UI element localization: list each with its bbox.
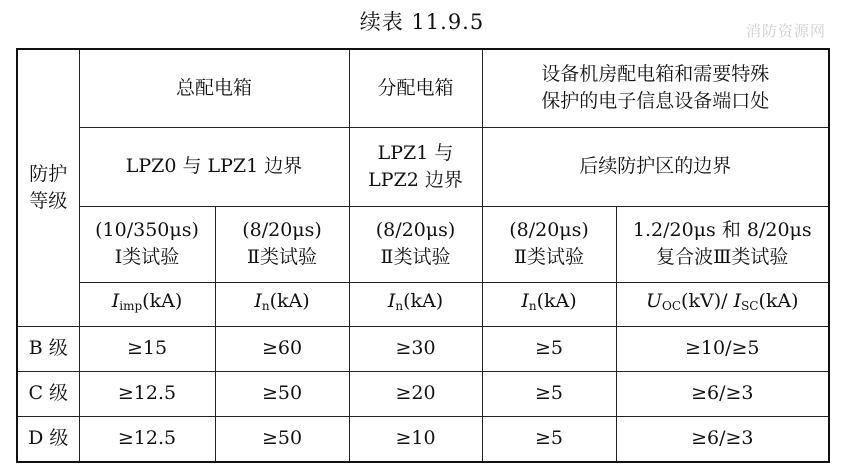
- table-caption: 续表 11.9.5: [359, 10, 485, 34]
- value-cell: ≥5: [482, 416, 616, 462]
- unit-cell: $U_{OC}(kV)/$ $I_{SC}(kA)$: [616, 282, 829, 326]
- value-cell: ≥10: [349, 416, 482, 462]
- protection-level-header: 防护 等级: [17, 49, 79, 326]
- value-cell: ≥5: [482, 371, 616, 416]
- watermark: 消防资源网: [745, 22, 826, 40]
- value-cell: ≥15: [79, 326, 215, 371]
- level-cell: B 级: [17, 326, 79, 371]
- spd-table: [16, 48, 830, 463]
- value-cell: ≥50: [215, 371, 349, 416]
- unit-cell: $I_n(kA)$: [215, 282, 349, 326]
- header-row-zones: [17, 127, 829, 206]
- value-cell: ≥10/≥5: [616, 326, 829, 371]
- value-cell: ≥12.5: [79, 371, 215, 416]
- header-equip-box: 设备机房配电箱和需要特殊 保护的电子信息设备端口处: [482, 49, 829, 127]
- test-cell: (8/20μs) Ⅱ类试验: [482, 206, 616, 282]
- test-cell: (8/20μs) Ⅱ类试验: [349, 206, 482, 282]
- zone-sub: LPZ1 与 LPZ2 边界: [349, 127, 482, 206]
- header-main-box: 总配电箱: [79, 49, 349, 127]
- unit-cell: $I_n(kA)$: [482, 282, 616, 326]
- header-row-boxes: [17, 49, 829, 127]
- value-cell: ≥20: [349, 371, 482, 416]
- value-cell: ≥50: [215, 416, 349, 462]
- unit-cell: $I_{imp}(kA)$: [79, 282, 215, 326]
- value-cell: ≥30: [349, 326, 482, 371]
- table-row: [17, 371, 829, 416]
- header-row-tests: [17, 206, 829, 282]
- value-cell: ≥60: [215, 326, 349, 371]
- table-row: [17, 326, 829, 371]
- value-cell: ≥5: [482, 326, 616, 371]
- value-cell: ≥6/≥3: [616, 416, 829, 462]
- header-row-units: [17, 282, 829, 326]
- test-cell: (10/350μs) Ⅰ类试验: [79, 206, 215, 282]
- header-sub-box: 分配电箱: [349, 49, 482, 127]
- zone-main: LPZ0 与 LPZ1 边界: [79, 127, 349, 206]
- test-cell: 1.2/20μs 和 8/20μs 复合波Ⅲ类试验: [616, 206, 829, 282]
- test-cell: (8/20μs) Ⅱ类试验: [215, 206, 349, 282]
- value-cell: ≥12.5: [79, 416, 215, 462]
- level-cell: C 级: [17, 371, 79, 416]
- level-cell: D 级: [17, 416, 79, 462]
- table-row: [17, 416, 829, 462]
- zone-equip: 后续防护区的边界: [482, 127, 829, 206]
- unit-cell: $I_n(kA)$: [349, 282, 482, 326]
- value-cell: ≥6/≥3: [616, 371, 829, 416]
